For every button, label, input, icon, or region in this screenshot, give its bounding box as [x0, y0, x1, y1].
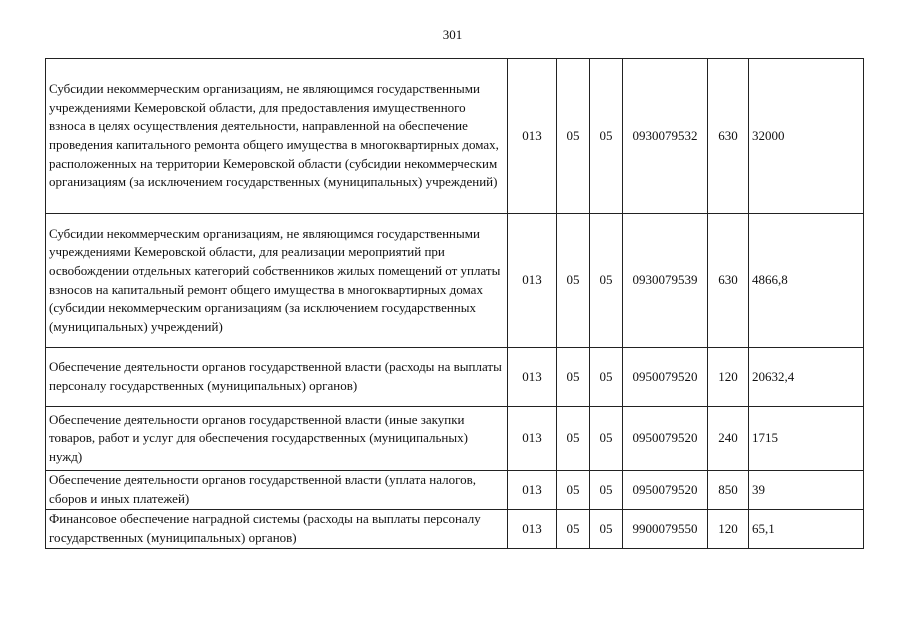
section-code: 05 [557, 348, 590, 407]
expense-type-code: 850 [708, 471, 749, 510]
section-code: 05 [557, 510, 590, 549]
section-code: 05 [557, 214, 590, 348]
ministry-code: 013 [508, 214, 557, 348]
ministry-code: 013 [508, 471, 557, 510]
section-code: 05 [557, 407, 590, 471]
ministry-code: 013 [508, 510, 557, 549]
ministry-code: 013 [508, 59, 557, 214]
amount: 4866,8 [749, 214, 864, 348]
budget-table [45, 58, 864, 549]
target-article-code: 0950079520 [623, 471, 708, 510]
table-row [46, 407, 864, 471]
amount: 32000 [749, 59, 864, 214]
row-description: Субсидии некоммерческим организациям, не являющимся государственными учреждениями Кемеровской области, для предоставления имущественного взноса в целях осуществления деятельности, направленной на обеспечение проведения капитального ремонта общего имущества в многоквартирных домах, расположенных на территории Кемеровской области (субсидии некоммерческим организациям (за исключением государственных (муниципальных) учреждений) [46, 59, 508, 214]
table-row [46, 510, 864, 549]
target-article-code: 0950079520 [623, 407, 708, 471]
subsection-code: 05 [590, 407, 623, 471]
table-row [46, 59, 864, 214]
amount: 1715 [749, 407, 864, 471]
expense-type-code: 240 [708, 407, 749, 471]
row-description: Обеспечение деятельности органов государственной власти (иные закупки товаров, работ и услуг для обеспечения государственных (муниципальных) нужд) [46, 407, 508, 471]
expense-type-code: 120 [708, 510, 749, 549]
table-row [46, 348, 864, 407]
section-code: 05 [557, 471, 590, 510]
amount: 20632,4 [749, 348, 864, 407]
subsection-code: 05 [590, 214, 623, 348]
subsection-code: 05 [590, 510, 623, 549]
page-number: 301 [442, 27, 463, 42]
subsection-code: 05 [590, 471, 623, 510]
row-description: Субсидии некоммерческим организациям, не являющимся государственными учреждениями Кемеровской области, для реализации мероприятий при освобождении отдельных категорий собственников жилых помещений от уплаты взносов на капитальный ремонт общего имущества в многоквартирных домах (субсидии некоммерческим организациям (за исключением государственных (муниципальных) учреждений) [46, 214, 508, 348]
amount: 65,1 [749, 510, 864, 549]
table-row [46, 471, 864, 510]
row-description: Финансовое обеспечение наградной системы (расходы на выплаты персоналу государственных (муниципальных) органов) [46, 510, 508, 549]
expense-type-code: 120 [708, 348, 749, 407]
target-article-code: 0950079520 [623, 348, 708, 407]
ministry-code: 013 [508, 407, 557, 471]
row-description: Обеспечение деятельности органов государственной власти (расходы на выплаты персоналу государственных (муниципальных) органов) [46, 348, 508, 407]
table-row [46, 214, 864, 348]
target-article-code: 0930079539 [623, 214, 708, 348]
expense-type-code: 630 [708, 214, 749, 348]
subsection-code: 05 [590, 348, 623, 407]
row-description: Обеспечение деятельности органов государственной власти (уплата налогов, сборов и иных платежей) [46, 471, 508, 510]
amount: 39 [749, 471, 864, 510]
expense-type-code: 630 [708, 59, 749, 214]
ministry-code: 013 [508, 348, 557, 407]
section-code: 05 [557, 59, 590, 214]
target-article-code: 0930079532 [623, 59, 708, 214]
subsection-code: 05 [590, 59, 623, 214]
target-article-code: 9900079550 [623, 510, 708, 549]
